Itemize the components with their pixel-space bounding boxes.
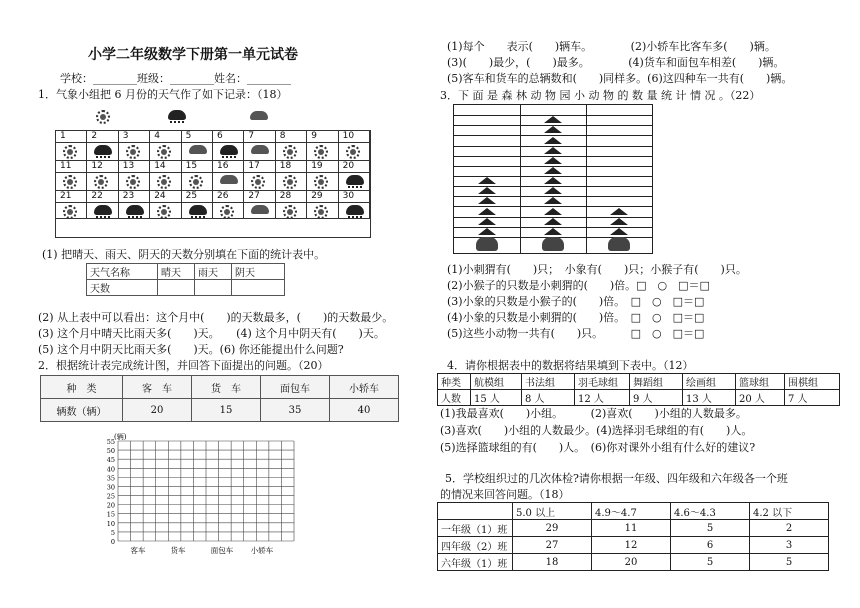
cloud-icon xyxy=(250,111,268,120)
table-cell: 5 xyxy=(671,554,750,571)
calendar-day-number: 13 xyxy=(122,161,135,171)
table-cell: 35 xyxy=(261,399,330,422)
table-cell: 舞蹈组 xyxy=(630,374,683,390)
sun-icon xyxy=(346,145,360,159)
question-1-1: (1) 把晴天、雨天、阴天的天数分别填在下面的统计表中。 xyxy=(42,248,326,261)
y-tick-label: 5 xyxy=(110,528,115,537)
table-cell: 4.2 以下 xyxy=(750,503,829,520)
calendar-day-number: 1 xyxy=(60,131,66,141)
table-cell[interactable] xyxy=(158,280,195,296)
table-cell: 客 车 xyxy=(123,376,192,399)
info-line: 学校：________班级：________姓名：________ xyxy=(60,72,291,85)
question-4-item: (1)我最喜欢( )小组。 (2)喜欢( )小组的人数最多。 xyxy=(440,407,747,420)
rain-icon xyxy=(126,205,144,215)
sun-icon xyxy=(283,175,297,189)
table-cell: 20 xyxy=(123,399,192,422)
triangle-mark xyxy=(478,197,496,204)
table-cell: 12 人 xyxy=(575,390,630,406)
calendar-day-number: 7 xyxy=(248,131,255,141)
triangle-mark xyxy=(478,208,496,215)
table-cell: 辆数（辆） xyxy=(41,399,123,422)
triangle-mark xyxy=(544,116,562,123)
table-cell: 20 人 xyxy=(736,390,785,406)
triangle-mark xyxy=(544,218,562,225)
question-2-5: (5)客车和货车的总辆数和( )同样多。(6)这四种车一共有( )辆。 xyxy=(447,72,793,85)
weather-calendar xyxy=(55,130,371,238)
table-cell: 六年级（1）班 xyxy=(438,554,513,571)
question-2-3: (3)( )最少，( )最多。 (4)货车和面包车相差( )辆。 xyxy=(447,56,785,69)
table-cell: 面包车 xyxy=(261,376,330,399)
calendar-day-number: 14 xyxy=(154,161,166,171)
table-cell: 围棋组 xyxy=(785,374,840,390)
sun-icon xyxy=(96,110,110,124)
triangle-mark xyxy=(544,137,562,144)
animal-chart xyxy=(453,104,653,254)
table-cell: 书法组 xyxy=(522,374,575,390)
triangle-mark xyxy=(544,167,562,174)
table-cell: 3 xyxy=(750,537,829,554)
table-cell: 阴天 xyxy=(232,264,285,280)
y-tick-label: 30 xyxy=(106,483,115,492)
sun-icon xyxy=(126,145,140,159)
chart-column-line xyxy=(586,105,587,253)
triangle-mark xyxy=(544,228,562,235)
question-3-item: (2)小猴子的只数是小刺猬的( )倍。□ ○ □＝□ xyxy=(447,279,710,292)
table-cell: 人数 xyxy=(438,390,471,406)
table-cell: 5 xyxy=(750,554,829,571)
sun-icon xyxy=(63,175,77,189)
calendar-day-number: 19 xyxy=(311,161,323,171)
cloud-icon xyxy=(251,145,269,154)
calendar-day-number: 3 xyxy=(122,131,129,141)
hedgehog-icon xyxy=(476,237,498,251)
y-tick-label: 15 xyxy=(106,510,115,519)
triangle-mark xyxy=(478,228,496,235)
calendar-day-number: 2 xyxy=(91,131,98,141)
triangle-mark xyxy=(478,187,496,194)
x-tick-label: 客车 xyxy=(130,546,146,555)
table-cell: 15 xyxy=(192,399,261,422)
cloud-icon xyxy=(220,175,238,184)
rain-icon xyxy=(346,205,364,215)
sun-icon xyxy=(63,145,77,159)
x-tick-label: 小轿车 xyxy=(250,546,274,555)
triangle-mark xyxy=(544,126,562,133)
table-cell: 天数 xyxy=(87,280,158,296)
triangle-mark xyxy=(610,208,628,215)
triangle-mark xyxy=(544,147,562,154)
vehicle-table xyxy=(40,375,399,422)
table-cell: 4.6～4.3 xyxy=(671,503,750,520)
triangle-mark xyxy=(478,177,496,184)
y-tick-label: 25 xyxy=(106,492,115,501)
table-cell: 种类 xyxy=(438,374,471,390)
triangle-mark xyxy=(544,197,562,204)
calendar-day-number: 15 xyxy=(185,161,198,171)
table-cell: 篮球组 xyxy=(736,374,785,390)
calendar-day-number: 21 xyxy=(60,191,72,201)
table-cell: 天气名称 xyxy=(87,264,158,280)
monkey-icon xyxy=(608,237,630,251)
y-tick-label: 45 xyxy=(106,456,115,465)
question-1-3: (3) 这个月中晴天比雨天多( )天。 (4) 这个月中阴天有( )天。 xyxy=(38,327,385,340)
table-cell: 12 xyxy=(592,537,671,554)
calendar-day-number: 4 xyxy=(154,131,160,141)
table-cell: 5.0 以上 xyxy=(513,503,592,520)
y-tick-label: 20 xyxy=(106,501,115,510)
calendar-day-number: 28 xyxy=(279,191,292,201)
table-cell: 羽毛球组 xyxy=(575,374,630,390)
calendar-day-number: 22 xyxy=(91,191,103,201)
sun-icon xyxy=(283,145,297,159)
y-tick-label: 55 xyxy=(106,438,115,446)
x-tick-label: 货车 xyxy=(170,546,186,555)
weather-count-table xyxy=(86,263,285,296)
table-cell: 晴天 xyxy=(158,264,195,280)
calendar-day-number: 18 xyxy=(279,161,292,171)
table-cell: 5 xyxy=(671,520,750,537)
sun-icon xyxy=(283,205,297,219)
question-4-item: (3)喜欢( )小组的人数最少。(4)选择羽毛球组的有( )人。 xyxy=(440,424,753,437)
rain-icon xyxy=(346,175,364,185)
triangle-mark xyxy=(544,157,562,164)
question-3-item: (4)小象的只数是小刺猬的( )倍。 □ ○ □＝□ xyxy=(447,311,705,324)
y-tick-label: 40 xyxy=(106,465,115,474)
table-cell: 6 xyxy=(671,537,750,554)
calendar-day-number: 5 xyxy=(185,131,192,141)
table-cell: 一年级（1）班 xyxy=(438,520,513,537)
table-cell: 绘画组 xyxy=(683,374,736,390)
question-3: 3．下 面 是 森 林 动 物 园 小 动 物 的 数 量 统 计 情 况 。（22） xyxy=(440,89,761,102)
question-4: 4．请你根据表中的数据将结果填到下表中。（12） xyxy=(447,359,694,372)
y-tick-label: 50 xyxy=(106,447,115,456)
table-cell xyxy=(438,503,513,520)
elephant-icon xyxy=(542,237,564,251)
calendar-day-number: 20 xyxy=(342,161,355,171)
cloud-icon xyxy=(189,145,207,154)
rain-icon xyxy=(94,205,112,215)
calendar-day-number: 16 xyxy=(217,161,229,171)
rain-icon xyxy=(220,145,238,155)
table-cell: 18 xyxy=(513,554,592,571)
club-table xyxy=(437,373,840,406)
question-1-2: (2) 从上表中可以看出：这个月中( )的天数最多，( )的天数最少。 xyxy=(38,311,394,324)
sun-icon xyxy=(63,205,77,219)
rain-icon xyxy=(189,205,207,215)
table-cell[interactable] xyxy=(232,280,285,296)
question-2-1: (1)每个 表示( )辆车。 (2)小轿车比客车多( )辆。 xyxy=(447,40,776,53)
question-1-5: (5) 这个月中阴天比雨天多( )天。(6) 你还能提出什么问题? xyxy=(38,343,344,356)
question-5-b: 的情况来回答问题。（18） xyxy=(440,488,570,501)
calendar-day-number: 12 xyxy=(91,161,103,171)
table-cell: 四年级（2）班 xyxy=(438,537,513,554)
question-1: 1．气象小组把 6 月份的天气作了如下记录：（18） xyxy=(38,88,288,101)
table-cell: 9 人 xyxy=(630,390,683,406)
triangle-mark xyxy=(544,187,562,194)
question-4-item: (5)选择篮球组的有( )人。 (6)你对课外小组有什么好的建议? xyxy=(440,441,756,454)
calendar-day-number: 9 xyxy=(311,131,317,141)
table-cell[interactable] xyxy=(195,280,232,296)
triangle-mark xyxy=(610,228,628,235)
blank-bar-chart xyxy=(96,433,306,561)
table-cell: 7 人 xyxy=(785,390,840,406)
calendar-day-number: 10 xyxy=(342,131,355,141)
eyesight-table xyxy=(437,502,829,571)
calendar-day-number: 17 xyxy=(248,161,260,171)
question-3-item: (1)小刺猬有( )只； 小象有( )只；小猴子有( )只。 xyxy=(447,263,747,276)
x-tick-label: 面包车 xyxy=(210,546,234,555)
y-tick-label: 0 xyxy=(110,538,115,546)
sun-icon xyxy=(189,175,203,189)
table-cell: 4.9～4.7 xyxy=(592,503,671,520)
table-cell: 20 xyxy=(592,554,671,571)
chart-unit: (辆) xyxy=(114,433,127,441)
triangle-mark xyxy=(544,177,562,184)
calendar-day-number: 23 xyxy=(122,191,135,201)
y-tick-label: 35 xyxy=(106,474,115,483)
calendar-day-number: 8 xyxy=(279,131,286,141)
table-cell: 2 xyxy=(750,520,829,537)
question-3-item: (3)小象的只数是小猴子的( )倍。 □ ○ □＝□ xyxy=(447,295,705,308)
question-5: 5．学校组织过的几次体检?请你根据一年级、四年级和六年级各一个班 xyxy=(445,472,788,485)
table-cell: 11 xyxy=(592,520,671,537)
calendar-day-number: 6 xyxy=(217,131,223,141)
table-cell: 15 人 xyxy=(471,390,522,406)
table-cell: 13 人 xyxy=(683,390,736,406)
calendar-day-number: 29 xyxy=(311,191,323,201)
calendar-day-number: 11 xyxy=(60,161,72,171)
sun-icon xyxy=(126,175,140,189)
question-2: 2．根据统计表完成统计图，并回答下面提出的问题。（20） xyxy=(38,359,329,372)
table-cell: 小轿车 xyxy=(330,376,399,399)
calendar-day-number: 25 xyxy=(185,191,198,201)
question-3-item: (5)这些小动物一共有( )只。 □ ○ □＝□ xyxy=(447,327,705,340)
table-cell: 40 xyxy=(330,399,399,422)
rain-icon xyxy=(94,145,112,155)
calendar-day-number: 27 xyxy=(248,191,260,201)
triangle-mark xyxy=(478,218,496,225)
table-cell: 27 xyxy=(513,537,592,554)
calendar-day-number: 30 xyxy=(342,191,355,201)
y-tick-label: 10 xyxy=(106,519,115,528)
table-cell: 8 人 xyxy=(522,390,575,406)
rain-icon xyxy=(168,110,186,120)
sun-icon xyxy=(220,205,234,219)
table-cell: 货 车 xyxy=(192,376,261,399)
cloud-icon xyxy=(251,205,269,214)
table-cell: 航模组 xyxy=(471,374,522,390)
calendar-day-number: 24 xyxy=(154,191,166,201)
page-title: 小学二年级数学下册第一单元试卷 xyxy=(88,47,298,63)
triangle-mark xyxy=(610,218,628,225)
table-cell: 种 类 xyxy=(41,376,123,399)
calendar-day-number: 26 xyxy=(217,191,229,201)
triangle-mark xyxy=(544,208,562,215)
table-cell: 雨天 xyxy=(195,264,232,280)
chart-column-line xyxy=(520,105,521,253)
table-cell: 29 xyxy=(513,520,592,537)
